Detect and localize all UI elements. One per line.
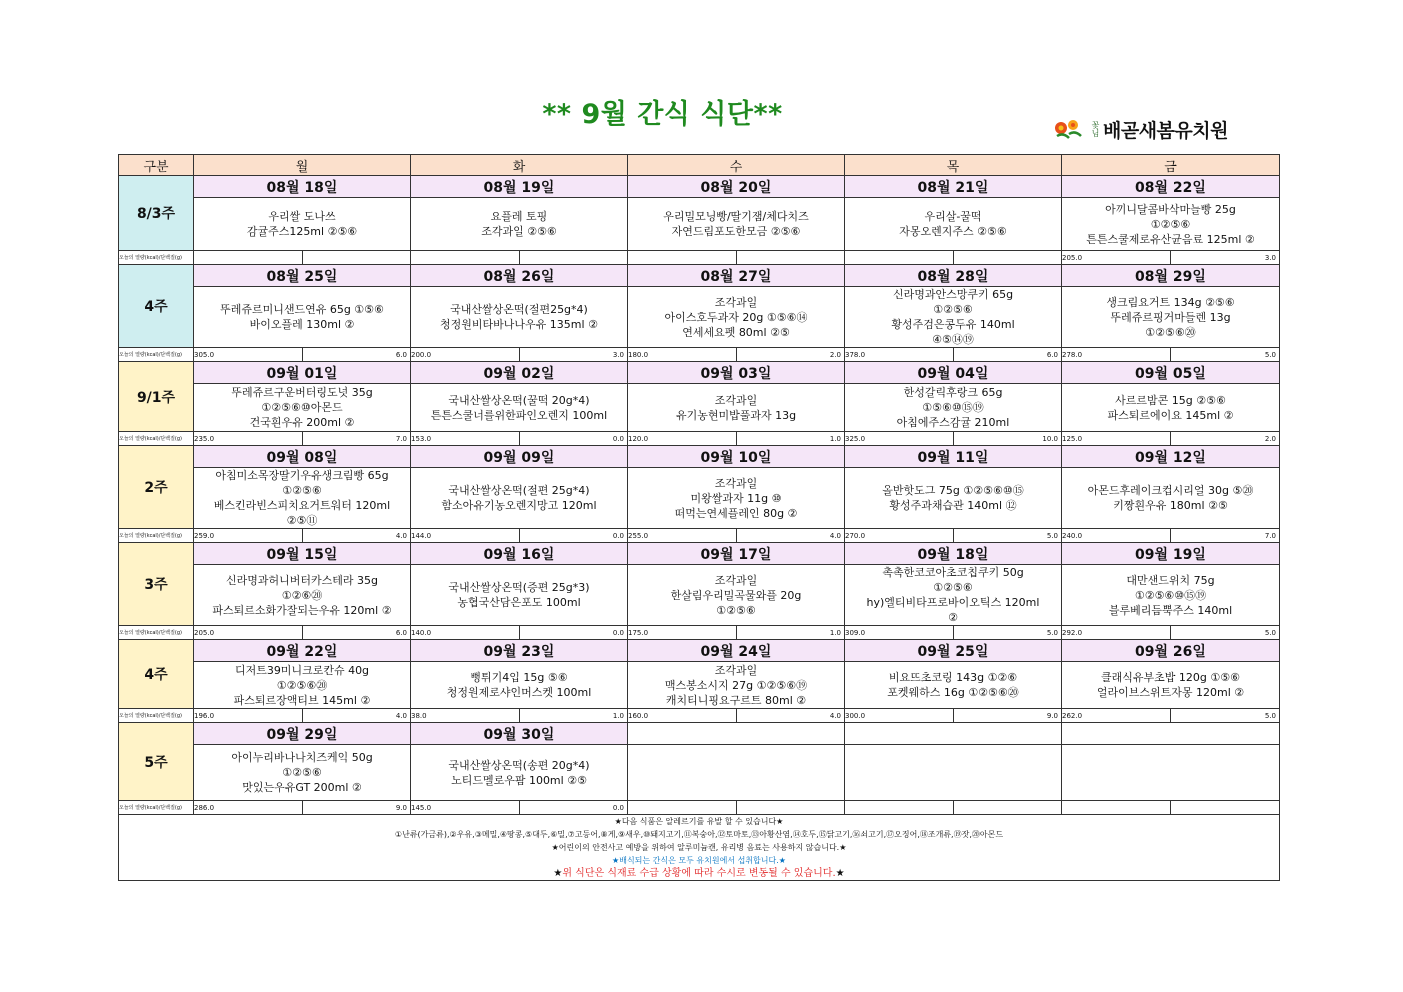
- protein-value: [737, 251, 845, 265]
- nutrition-row: [119, 251, 1280, 265]
- menu-item: 황성주과채습관 140ml ⑫: [889, 499, 1017, 512]
- menu-item: 연세세요펫 80ml ②⑤: [682, 325, 790, 339]
- kcal-value: 120.0: [628, 432, 737, 446]
- nutrition-row: [119, 348, 1280, 362]
- menu-item: ①②⑤⑥⑩아몬드: [261, 401, 343, 414]
- day-date: 09월 23일: [411, 640, 628, 662]
- kcal-value: 325.0: [845, 432, 954, 446]
- day-date: 08월 26일: [411, 265, 628, 287]
- day-menu: [411, 384, 628, 432]
- day-date: 09월 08일: [194, 446, 411, 468]
- day-menu: [1062, 287, 1280, 348]
- menu-item: 얼라이브스위트자몽 120ml ②: [1096, 686, 1245, 699]
- menu-item: 신라명과안스망쿠키 65g: [892, 288, 1014, 301]
- menu-item: 건국흰우유 200ml ②: [249, 416, 355, 429]
- day-menu: [1062, 565, 1280, 626]
- day-menu: [628, 662, 845, 709]
- logo-name: 배곧새봄유치원: [1103, 119, 1228, 142]
- protein-value: [303, 251, 411, 265]
- protein-value: 3.0: [520, 348, 628, 362]
- food-row: [119, 565, 1280, 626]
- menu-item: 뚜레쥬르핑거마들렌 13g: [1110, 310, 1231, 324]
- day-menu: [845, 287, 1062, 348]
- menu-item: 미왕쌀과자 11g ⑩: [690, 491, 782, 505]
- menu-item: ①②⑤⑥: [282, 766, 322, 779]
- day-date: 09월 18일: [845, 543, 1062, 565]
- day-menu: [194, 565, 411, 626]
- day-date: 09월 16일: [411, 543, 628, 565]
- kcal-value: 125.0: [1062, 432, 1171, 446]
- protein-value: 2.0: [737, 348, 845, 362]
- day-menu: [411, 287, 628, 348]
- protein-value: 6.0: [303, 348, 411, 362]
- kcal-value: 378.0: [845, 348, 954, 362]
- kcal-value: [411, 251, 520, 265]
- day-date: [628, 723, 845, 745]
- protein-value: [954, 251, 1062, 265]
- day-date: 09월 09일: [411, 446, 628, 468]
- food-row: [119, 198, 1280, 251]
- kcal-value: 278.0: [1062, 348, 1171, 362]
- day-menu: [411, 565, 628, 626]
- menu-item: 아침미소목장딸기우유생크림빵 65g: [215, 469, 389, 482]
- menu-item: 자연드림포도한모금 ②⑤⑥: [671, 225, 801, 238]
- menu-item: ②: [948, 611, 958, 624]
- menu-item: 감귤주스125ml ②⑤⑥: [246, 225, 358, 238]
- day-date: 09월 26일: [1062, 640, 1280, 662]
- kcal-value: 153.0: [411, 432, 520, 446]
- kcal-value: [194, 251, 303, 265]
- nutrition-row: [119, 709, 1280, 723]
- star-icon: ★: [835, 868, 845, 879]
- day-date: 09월 10일: [628, 446, 845, 468]
- menu-item: ①②⑤⑥⑩⑮⑲: [1134, 588, 1207, 602]
- protein-value: 0.0: [520, 801, 628, 815]
- notes-row: [119, 815, 1280, 881]
- week-label: 5주: [119, 723, 194, 801]
- menu-item: 아이누리바나나치즈케익 50g: [231, 751, 373, 764]
- snack-menu-table: [118, 154, 1280, 881]
- day-menu: [628, 565, 845, 626]
- menu-item: 올반핫도그 75g ①②⑤⑥⑩⑮: [882, 484, 1024, 497]
- day-date: [1062, 723, 1280, 745]
- menu-item: ①②⑥⑳: [281, 588, 323, 602]
- kcal-value: 160.0: [628, 709, 737, 723]
- header-day-mon: 월: [194, 155, 411, 176]
- day-menu: [845, 662, 1062, 709]
- day-date: 09월 30일: [411, 723, 628, 745]
- nutrition-row: [119, 432, 1280, 446]
- menu-item: 우리쌀 도나쓰: [268, 210, 336, 223]
- day-menu: [411, 745, 628, 801]
- note-eat-at-school: ★배식되는 간식은 모두 유치원에서 섭취합니다.★: [612, 856, 786, 865]
- day-menu: [411, 468, 628, 529]
- day-menu: [411, 198, 628, 251]
- protein-value: [1171, 801, 1280, 815]
- menu-item: 떠먹는연세플레인 80g ②: [674, 506, 798, 520]
- protein-value: 1.0: [520, 709, 628, 723]
- kcal-value: 292.0: [1062, 626, 1171, 640]
- day-date: 09월 19일: [1062, 543, 1280, 565]
- note-allergy-list: ①난류(가금류),②우유,③메밀,④땅콩,⑤대두,⑥밀,⑦고등어,⑧게,⑨새우,⑩돼지고기,⑪복숭아,⑫토마토,⑬아황산염,⑭호두,⑮닭고기,⑯쇠고기,⑰오징어,⑱조개류,⑲잣,⑳아몬드: [394, 830, 1004, 839]
- week-label: 4주: [119, 265, 194, 348]
- kcal-value: 309.0: [845, 626, 954, 640]
- menu-item: 파스퇴르소화가잘되는우유 120ml ②: [212, 603, 392, 617]
- day-date: 09월 22일: [194, 640, 411, 662]
- food-row: [119, 384, 1280, 432]
- day-menu: [1062, 198, 1280, 251]
- nutrition-label: 오늘의 열량(kcal)/단백질(g): [119, 626, 194, 640]
- day-menu: [845, 198, 1062, 251]
- menu-item: 조각과일: [714, 393, 758, 407]
- menu-item: 클래식유부초밥 120g ①⑤⑥: [1101, 671, 1240, 684]
- nutrition-label: 오늘의 열량(kcal)/단백질(g): [119, 529, 194, 543]
- nutrition-label: 오늘의 열량(kcal)/단백질(g): [119, 709, 194, 723]
- menu-item: 국내산쌀상온떡(꿀떡 20g*4): [448, 393, 590, 407]
- kcal-value: 205.0: [1062, 251, 1171, 265]
- protein-value: 10.0: [954, 432, 1062, 446]
- nutrition-label: 오늘의 열량(kcal)/단백질(g): [119, 432, 194, 446]
- day-date: 08월 28일: [845, 265, 1062, 287]
- protein-value: 9.0: [303, 801, 411, 815]
- menu-item: 국내산쌀상온떡(절편 25g*4): [448, 484, 590, 497]
- menu-item: 디저트39미니크로칸슈 40g: [234, 663, 370, 677]
- menu-item: 베스킨라빈스피치요거트워터 120ml: [213, 499, 391, 512]
- menu-item: 청정원비타바나나우유 135ml ②: [440, 318, 598, 331]
- menu-item: 비요뜨초코링 143g ①②⑥: [888, 671, 1018, 684]
- menu-item: 농협국산담은포도 100ml: [457, 596, 581, 609]
- menu-item: 튼튼스쿨너를위한파인오렌지 100ml: [430, 408, 608, 422]
- menu-item: 황성주검은콩두유 140ml: [891, 318, 1015, 331]
- menu-item: 촉촉한코코아초코칩쿠키 50g: [882, 566, 1024, 579]
- day-date: 09월 02일: [411, 362, 628, 384]
- date-row: [119, 640, 1280, 662]
- protein-value: 4.0: [737, 529, 845, 543]
- day-date: 09월 11일: [845, 446, 1062, 468]
- protein-value: [954, 801, 1062, 815]
- note-menu-change: [119, 867, 1279, 880]
- day-menu: [845, 745, 1062, 801]
- header-day-wed: 수: [628, 155, 845, 176]
- day-date: 09월 12일: [1062, 446, 1280, 468]
- day-date: 09월 25일: [845, 640, 1062, 662]
- kcal-value: 180.0: [628, 348, 737, 362]
- day-menu: [628, 468, 845, 529]
- note-menu-change-text: 위 식단은 식재료 수급 상황에 따라 수시로 변동될 수 있습니다.: [562, 868, 836, 879]
- protein-value: [737, 801, 845, 815]
- kcal-value: 205.0: [194, 626, 303, 640]
- menu-item: ①②⑤⑥: [1150, 217, 1191, 231]
- day-date: 08월 22일: [1062, 176, 1280, 198]
- note-allergy-warning: ★다음 식품은 알레르기를 유발 할 수 있습니다★: [614, 817, 784, 826]
- week-label: 8/3주: [119, 176, 194, 251]
- kcal-value: 305.0: [194, 348, 303, 362]
- protein-value: 3.0: [1171, 251, 1280, 265]
- menu-item: 맛있는우유GT 200ml ②: [242, 781, 362, 794]
- protein-value: [520, 251, 628, 265]
- menu-item: 조각과일: [714, 663, 758, 677]
- menu-item: ①②⑤⑥: [282, 484, 322, 497]
- protein-value: 2.0: [1171, 432, 1280, 446]
- day-menu: [628, 745, 845, 801]
- day-menu: [194, 662, 411, 709]
- day-menu: [1062, 468, 1280, 529]
- menu-item: 유기농현미밥풀과자 13g: [675, 408, 797, 422]
- menu-item: 키짱흰우유 180ml ②⑤: [1113, 499, 1228, 512]
- kcal-value: [1062, 801, 1171, 815]
- week-label: 2주: [119, 446, 194, 529]
- menu-item: 뚜레쥬르미니샌드연유 65g ①⑤⑥: [220, 303, 384, 316]
- menu-item: 파스퇴르에이요 145ml ②: [1107, 408, 1234, 422]
- day-date: 08월 21일: [845, 176, 1062, 198]
- protein-value: 5.0: [954, 626, 1062, 640]
- week-label: 9/1주: [119, 362, 194, 432]
- menu-item: 맥스봉소시지 27g ①②⑤⑥⑲: [664, 678, 808, 692]
- flower-icon: [1053, 116, 1087, 142]
- page-title: ** 9월 간식 식단**: [542, 99, 783, 130]
- day-date: 08월 18일: [194, 176, 411, 198]
- day-date: 08월 19일: [411, 176, 628, 198]
- day-date: 09월 29일: [194, 723, 411, 745]
- protein-value: 1.0: [737, 626, 845, 640]
- menu-item: 함소아유기농오렌지망고 120ml: [441, 499, 597, 512]
- kcal-value: 175.0: [628, 626, 737, 640]
- menu-item: 노티드멜로우팜 100ml ②⑤: [451, 773, 587, 787]
- date-row: [119, 362, 1280, 384]
- kcal-value: 200.0: [411, 348, 520, 362]
- menu-item: 한살림우리밀곡물와플 20g: [670, 588, 802, 602]
- kcal-value: 145.0: [411, 801, 520, 815]
- menu-item: 아끼니달콤바삭마늘빵 25g: [1105, 202, 1236, 216]
- kcal-value: 300.0: [845, 709, 954, 723]
- day-date: [845, 723, 1062, 745]
- day-date: 09월 04일: [845, 362, 1062, 384]
- menu-item: 조각과일 ②⑤⑥: [481, 225, 557, 238]
- kcal-value: 235.0: [194, 432, 303, 446]
- day-date: 09월 05일: [1062, 362, 1280, 384]
- menu-item: 국내산쌀상온떡(송편 20g*4): [448, 758, 590, 772]
- day-menu: [194, 468, 411, 529]
- kcal-value: 259.0: [194, 529, 303, 543]
- day-date: 09월 24일: [628, 640, 845, 662]
- food-row: [119, 468, 1280, 529]
- nutrition-label: 오늘의 열량(kcal)/단백질(g): [119, 801, 194, 815]
- nutrition-row: [119, 626, 1280, 640]
- day-menu: [1062, 745, 1280, 801]
- protein-value: 0.0: [520, 626, 628, 640]
- star-icon: ★: [553, 868, 563, 879]
- nutrition-row: [119, 529, 1280, 543]
- day-menu: [1062, 384, 1280, 432]
- day-menu: [845, 565, 1062, 626]
- menu-body: [119, 176, 1280, 815]
- day-menu: [194, 287, 411, 348]
- menu-item: 국내산쌀상온떡(절편25g*4): [450, 303, 588, 316]
- menu-item: 우리밀모닝빵/딸기잼/체다치즈: [663, 210, 809, 223]
- protein-value: 9.0: [954, 709, 1062, 723]
- header-day-fri: 금: [1062, 155, 1280, 176]
- note-safety: ★어린이의 안전사고 예방을 위하여 알루미늄캔, 유리병 음료는 사용하지 않습니다.★: [551, 843, 847, 852]
- header-day-tue: 화: [411, 155, 628, 176]
- date-row: [119, 265, 1280, 287]
- menu-item: 신라명과허니버터카스테라 35g: [226, 573, 378, 587]
- protein-value: 5.0: [1171, 709, 1280, 723]
- menu-item: 뻥튀기4입 15g ⑤⑥: [470, 671, 568, 684]
- protein-value: 6.0: [954, 348, 1062, 362]
- allergy-notes: [119, 815, 1280, 881]
- menu-item: 조각과일: [714, 476, 758, 490]
- protein-value: 6.0: [303, 626, 411, 640]
- protein-value: 4.0: [303, 529, 411, 543]
- menu-item: 아몬드후레이크컵시리얼 30g ⑤⑳: [1087, 484, 1254, 497]
- date-row: [119, 446, 1280, 468]
- food-row: [119, 662, 1280, 709]
- kcal-value: 255.0: [628, 529, 737, 543]
- day-date: 09월 01일: [194, 362, 411, 384]
- header-day-thu: 목: [845, 155, 1062, 176]
- menu-item: 국내산쌀상온떡(증편 25g*3): [448, 581, 590, 594]
- day-menu: [845, 384, 1062, 432]
- menu-item: hy)엘티비타프로바이오틱스 120ml: [866, 596, 1040, 609]
- kcal-value: 286.0: [194, 801, 303, 815]
- menu-item: 대만샌드위치 75g: [1126, 573, 1215, 587]
- menu-item: 한성갈릭후랑크 65g: [903, 386, 1003, 399]
- food-row: [119, 287, 1280, 348]
- menu-item: 생크림요거트 134g ②⑤⑥: [1106, 295, 1235, 309]
- kcal-value: [845, 251, 954, 265]
- kcal-value: [845, 801, 954, 815]
- day-menu: [845, 468, 1062, 529]
- protein-value: 5.0: [1171, 348, 1280, 362]
- week-label: 4주: [119, 640, 194, 709]
- kcal-value: 270.0: [845, 529, 954, 543]
- menu-item: 아이스호두과자 20g ①⑤⑥⑭: [664, 310, 808, 324]
- nutrition-row: [119, 801, 1280, 815]
- menu-item: 아침에주스감귤 210ml: [896, 416, 1010, 429]
- protein-value: 0.0: [520, 432, 628, 446]
- menu-item: 튼튼스쿨제로유산균음료 125ml ②: [1086, 232, 1255, 246]
- kcal-value: 140.0: [411, 626, 520, 640]
- nutrition-label: 오늘의 열량(kcal)/단백질(g): [119, 251, 194, 265]
- food-row: [119, 745, 1280, 801]
- date-row: [119, 543, 1280, 565]
- date-row: [119, 723, 1280, 745]
- kcal-value: [628, 251, 737, 265]
- protein-value: 4.0: [737, 709, 845, 723]
- day-menu: [628, 198, 845, 251]
- protein-value: 4.0: [303, 709, 411, 723]
- menu-item: 캐치티니핑요구르트 80ml ②: [665, 693, 807, 707]
- date-row: [119, 176, 1280, 198]
- menu-item: 사르르밤콘 15g ②⑤⑥: [1115, 393, 1226, 407]
- menu-item: 조각과일: [714, 573, 758, 587]
- menu-item: ①②⑤⑥: [933, 581, 973, 594]
- menu-item: 포켓웨하스 16g ①②⑤⑥⑳: [887, 686, 1019, 699]
- nutrition-label: 오늘의 열량(kcal)/단백질(g): [119, 348, 194, 362]
- protein-value: 1.0: [737, 432, 845, 446]
- menu-item: ①②⑤⑥: [933, 303, 973, 316]
- kcal-value: [628, 801, 737, 815]
- day-menu: [194, 745, 411, 801]
- day-menu: [194, 384, 411, 432]
- day-date: 08월 27일: [628, 265, 845, 287]
- menu-item: 요플레 토핑: [490, 210, 548, 223]
- protein-value: 7.0: [1171, 529, 1280, 543]
- menu-item: ①②⑤⑥: [716, 603, 756, 617]
- menu-item: ①②⑤⑥⑳: [276, 678, 328, 692]
- protein-value: 5.0: [954, 529, 1062, 543]
- menu-item: ④⑤⑭⑲: [932, 333, 974, 346]
- kcal-value: 196.0: [194, 709, 303, 723]
- menu-item: 조각과일: [714, 295, 758, 309]
- day-date: 09월 15일: [194, 543, 411, 565]
- kcal-value: 262.0: [1062, 709, 1171, 723]
- kcal-value: 240.0: [1062, 529, 1171, 543]
- menu-item: 바이오플레 130ml ②: [249, 318, 355, 331]
- kindergarten-logo: [1053, 115, 1228, 143]
- day-date: 08월 25일: [194, 265, 411, 287]
- day-date: 08월 20일: [628, 176, 845, 198]
- menu-item: 파스퇴르장액티브 145ml ②: [233, 693, 371, 707]
- menu-item: 블루베리듬뿍주스 140ml: [1108, 603, 1233, 617]
- day-date: 09월 03일: [628, 362, 845, 384]
- day-menu: [194, 198, 411, 251]
- menu-item: ①⑤⑥⑩⑮⑲: [922, 401, 984, 414]
- menu-item: ①②⑤⑥⑳: [1145, 325, 1196, 339]
- logo-small-text: 꽃님: [1091, 121, 1100, 137]
- day-date: 09월 17일: [628, 543, 845, 565]
- header-label: 구분: [119, 155, 194, 176]
- day-menu: [411, 662, 628, 709]
- menu-item: ②⑤⑪: [286, 514, 318, 527]
- header-row: [119, 155, 1280, 176]
- week-label: 3주: [119, 543, 194, 626]
- protein-value: 5.0: [1171, 626, 1280, 640]
- day-menu: [1062, 662, 1280, 709]
- day-menu: [628, 384, 845, 432]
- menu-item: 자몽오렌지주스 ②⑤⑥: [899, 225, 1007, 238]
- day-menu: [628, 287, 845, 348]
- day-date: 08월 29일: [1062, 265, 1280, 287]
- menu-item: 뚜레쥬르구운버터링도넛 35g: [231, 386, 373, 399]
- protein-value: 7.0: [303, 432, 411, 446]
- menu-item: 청정원제로샤인머스켓 100ml: [446, 686, 592, 699]
- menu-item: 우리살-꿀떡: [924, 210, 982, 223]
- kcal-value: 144.0: [411, 529, 520, 543]
- protein-value: 0.0: [520, 529, 628, 543]
- kcal-value: 38.0: [411, 709, 520, 723]
